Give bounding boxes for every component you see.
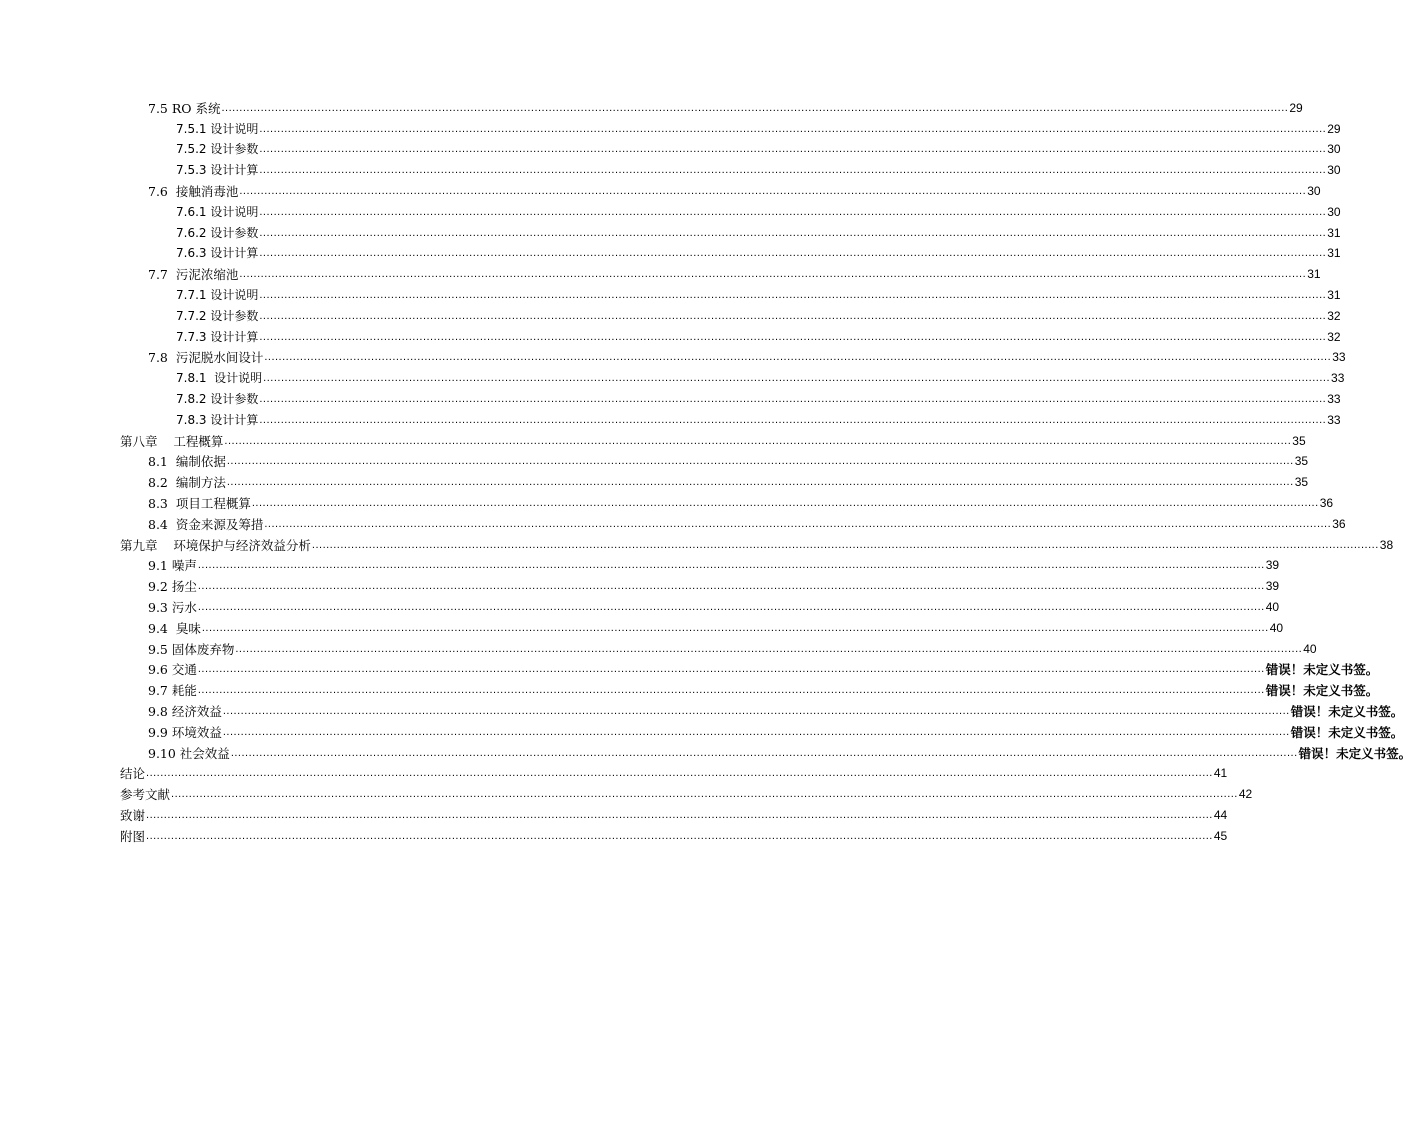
toc-page-number: 40	[1269, 620, 1284, 635]
toc-entry[interactable]	[0, 199, 1341, 220]
toc-page-number: 33	[1327, 391, 1341, 406]
toc-page-number: 30	[1327, 163, 1341, 178]
toc-entry[interactable]	[0, 740, 1411, 761]
toc-entry[interactable]	[0, 241, 1341, 262]
toc-page-number: 35	[1294, 454, 1309, 469]
toc-entry-label: 9.1 噪声	[148, 558, 197, 574]
toc-entry[interactable]	[0, 95, 1303, 116]
toc-entry[interactable]	[0, 220, 1341, 241]
toc-entry-label: 7.8.2 设计参数	[176, 391, 259, 406]
toc-entry-label: 7.7.2 设计参数	[176, 308, 259, 323]
toc-page-number: 32	[1327, 329, 1341, 344]
toc-entry-label: 参考文献	[120, 787, 171, 803]
toc-entry-label: 7.8 污泥脱水间设计	[148, 350, 264, 366]
toc-page-number: 38	[1379, 537, 1394, 552]
toc-entry-label: 8.3 项目工程概算	[148, 495, 251, 511]
toc-entry-label: 结论	[120, 766, 146, 782]
toc-entry-label: 9.8 经济效益	[148, 703, 222, 719]
toc-entry-label: 7.6 接触消毒池	[148, 183, 239, 199]
toc-leader-dots: ............................................................................................................................................................................................................................................................................................................	[197, 684, 1265, 697]
toc-leader-dots: ............................................................................................................................................................................................................................................................................................................	[226, 455, 1294, 468]
toc-entry-label: 7.8.1 设计说明	[176, 371, 263, 386]
toc-page-number: 42	[1238, 787, 1253, 802]
toc-entry-label: 9.7 耗能	[148, 683, 197, 699]
toc-entry[interactable]	[0, 178, 1321, 199]
toc-page-number: 40	[1303, 641, 1317, 656]
toc-leader-dots: ............................................................................................................................................................................................................................................................................................................	[201, 621, 1269, 634]
toc-entry[interactable]	[0, 157, 1341, 178]
toc-leader-dots: ............................................................................................................................................................................................................................................................................................................	[221, 101, 1289, 114]
toc-entry[interactable]	[0, 261, 1321, 283]
toc-entry-label: 7.6.1 设计说明	[176, 204, 259, 219]
toc-bookmark-error: 错误！未定义书签。	[1290, 703, 1404, 719]
toc-page-number: 30	[1307, 183, 1321, 198]
toc-leader-dots: ............................................................................................................................................................................................................................................................................................................	[259, 205, 1327, 218]
toc-entry-label: 7.7.3 设计计算	[176, 329, 259, 344]
toc-bookmark-error: 错误！未定义书签。	[1265, 662, 1379, 678]
toc-entry[interactable]	[0, 719, 1404, 740]
toc-entry-label: 7.7.1 设计说明	[176, 287, 259, 302]
toc-entry[interactable]	[0, 532, 1394, 553]
toc-entry-label: 第八章 工程概算	[120, 433, 224, 449]
toc-leader-dots: ............................................................................................................................................................................................................................................................................................................	[259, 330, 1327, 343]
toc-leader-dots: ............................................................................................................................................................................................................................................................................................................	[224, 434, 1292, 447]
toc-entry-label: 附图	[120, 828, 146, 844]
toc-entry-label: 9.5 固体废弃物	[148, 641, 235, 657]
toc-page-number: 30	[1327, 142, 1341, 157]
toc-entry[interactable]	[0, 698, 1404, 719]
toc-entry[interactable]	[0, 303, 1341, 324]
toc-leader-dots: ............................................................................................................................................................................................................................................................................................................	[239, 184, 1307, 197]
toc-leader-dots: ............................................................................................................................................................................................................................................................................................................	[146, 767, 1213, 780]
toc-entry-label: 7.6.2 设计参数	[176, 225, 259, 240]
toc-page-number: 36	[1332, 516, 1346, 531]
toc-entry-label: 7.5.1 设计说明	[176, 121, 259, 136]
toc-leader-dots: ............................................................................................................................................................................................................................................................................................................	[264, 351, 1332, 364]
toc-leader-dots: ............................................................................................................................................................................................................................................................................................................	[222, 725, 1290, 738]
toc-entry[interactable]	[0, 573, 1280, 595]
toc-entry-label: 8.2 编制方法	[148, 475, 226, 491]
toc-entry-label: 9.10 社会效益	[148, 745, 230, 761]
toc-leader-dots: ............................................................................................................................................................................................................................................................................................................	[259, 143, 1327, 156]
toc-page-number: 35	[1294, 475, 1309, 490]
toc-page-number: 30	[1327, 204, 1341, 219]
toc-leader-dots: ............................................................................................................................................................................................................................................................................................................	[239, 268, 1307, 281]
toc-leader-dots: ............................................................................................................................................................................................................................................................................................................	[197, 559, 1265, 572]
toc-page-number: 29	[1289, 100, 1303, 115]
toc-entry[interactable]	[0, 677, 1379, 699]
toc-entry[interactable]	[0, 345, 1346, 366]
toc-leader-dots: ............................................................................................................................................................................................................................................................................................................	[259, 392, 1327, 405]
toc-page-number: 29	[1327, 121, 1341, 136]
toc-page-number: 45	[1213, 828, 1228, 843]
toc-page-number: 31	[1327, 246, 1341, 261]
toc-entry-label: 7.5 RO 系统	[148, 100, 221, 116]
toc-page-number: 33	[1332, 350, 1346, 365]
toc-entry-label: 9.2 扬尘	[148, 579, 197, 595]
toc-entry[interactable]	[0, 282, 1341, 303]
toc-entry-label: 9.9 环境效益	[148, 724, 222, 740]
toc-entry-label: 8.1 编制依据	[148, 454, 226, 470]
toc-entry[interactable]	[0, 781, 1253, 803]
toc-leader-dots: ............................................................................................................................................................................................................................................................................................................	[311, 538, 1379, 551]
toc-leader-dots: ............................................................................................................................................................................................................................................................................................................	[259, 247, 1327, 260]
toc-entry[interactable]	[0, 407, 1341, 428]
toc-entry[interactable]	[0, 137, 1341, 158]
toc-bookmark-error: 错误！未定义书签。	[1265, 683, 1379, 699]
toc-entry-label: 9.3 污水	[148, 599, 197, 615]
toc-leader-dots: ............................................................................................................................................................................................................................................................................................................	[146, 829, 1213, 842]
toc-page-number: 33	[1327, 412, 1341, 427]
toc-entry[interactable]	[0, 657, 1379, 678]
toc-leader-dots: ............................................................................................................................................................................................................................................................................................................	[264, 517, 1332, 530]
toc-entry-label: 7.6.3 设计计算	[176, 246, 259, 261]
toc-leader-dots: ............................................................................................................................................................................................................................................................................................................	[197, 663, 1265, 676]
toc-entry-label: 7.7 污泥浓缩池	[148, 267, 239, 283]
toc-entry[interactable]	[0, 615, 1284, 636]
toc-entry[interactable]	[0, 823, 1228, 844]
table-of-contents	[0, 95, 1411, 844]
toc-entry[interactable]	[0, 636, 1317, 657]
toc-leader-dots: ............................................................................................................................................................................................................................................................................................................	[259, 122, 1327, 135]
toc-page-number: 41	[1213, 766, 1228, 781]
toc-entry[interactable]	[0, 802, 1228, 823]
toc-leader-dots: ............................................................................................................................................................................................................................................................................................................	[226, 476, 1294, 489]
toc-page-number: 36	[1319, 495, 1334, 510]
toc-entry[interactable]	[0, 449, 1309, 470]
toc-entry-label: 第九章 环境保护与经济效益分析	[120, 537, 311, 553]
toc-page-number: 39	[1265, 558, 1280, 573]
toc-entry[interactable]	[0, 428, 1306, 449]
toc-entry-label: 8.4 资金来源及筹措	[148, 516, 264, 532]
toc-leader-dots: ............................................................................................................................................................................................................................................................................................................	[222, 704, 1290, 717]
toc-entry[interactable]	[0, 761, 1228, 782]
toc-entry[interactable]	[0, 594, 1280, 615]
toc-leader-dots: ............................................................................................................................................................................................................................................................................................................	[197, 600, 1265, 613]
toc-leader-dots: ............................................................................................................................................................................................................................................................................................................	[259, 226, 1327, 239]
toc-page-number: 40	[1265, 599, 1280, 614]
toc-page-number: 44	[1213, 807, 1228, 822]
toc-entry[interactable]	[0, 324, 1341, 345]
toc-leader-dots: ............................................................................................................................................................................................................................................................................................................	[235, 642, 1303, 655]
toc-leader-dots: ............................................................................................................................................................................................................................................................................................................	[259, 288, 1327, 301]
toc-leader-dots: ............................................................................................................................................................................................................................................................................................................	[251, 496, 1319, 509]
toc-entry[interactable]	[0, 490, 1334, 511]
toc-leader-dots: ............................................................................................................................................................................................................................................................................................................	[259, 413, 1327, 426]
toc-entry-label: 致谢	[120, 807, 146, 823]
toc-page-number: 32	[1327, 308, 1341, 323]
toc-entry[interactable]	[0, 365, 1345, 386]
toc-leader-dots: ............................................................................................................................................................................................................................................................................................................	[171, 788, 1238, 801]
toc-page-number: 31	[1307, 267, 1321, 282]
toc-entry[interactable]	[0, 469, 1309, 491]
toc-page-number: 31	[1327, 287, 1341, 302]
toc-leader-dots: ............................................................................................................................................................................................................................................................................................................	[197, 580, 1265, 593]
toc-leader-dots: ............................................................................................................................................................................................................................................................................................................	[230, 746, 1298, 759]
toc-leader-dots: ............................................................................................................................................................................................................................................................................................................	[146, 808, 1213, 821]
toc-entry-label: 7.8.3 设计计算	[176, 412, 259, 427]
toc-leader-dots: ............................................................................................................................................................................................................................................................................................................	[259, 164, 1327, 177]
toc-leader-dots: ............................................................................................................................................................................................................................................................................................................	[263, 372, 1331, 385]
toc-bookmark-error: 错误！未定义书签。	[1290, 724, 1404, 740]
toc-leader-dots: ............................................................................................................................................................................................................................................................................................................	[259, 309, 1327, 322]
toc-page-number: 35	[1292, 433, 1306, 448]
toc-entry[interactable]	[0, 386, 1341, 407]
toc-entry[interactable]	[0, 553, 1280, 574]
toc-entry-label: 9.6 交通	[148, 662, 197, 678]
toc-entry-label: 9.4 臭味	[148, 620, 201, 636]
toc-entry-label: 7.5.2 设计参数	[176, 142, 259, 157]
toc-page-number: 33	[1331, 371, 1345, 386]
toc-page-number: 39	[1265, 579, 1280, 594]
toc-bookmark-error: 错误！未定义书签。	[1298, 745, 1411, 761]
toc-entry-label: 7.5.3 设计计算	[176, 163, 259, 178]
toc-page-number: 31	[1327, 225, 1341, 240]
toc-entry[interactable]	[0, 116, 1341, 137]
toc-entry[interactable]	[0, 511, 1346, 532]
